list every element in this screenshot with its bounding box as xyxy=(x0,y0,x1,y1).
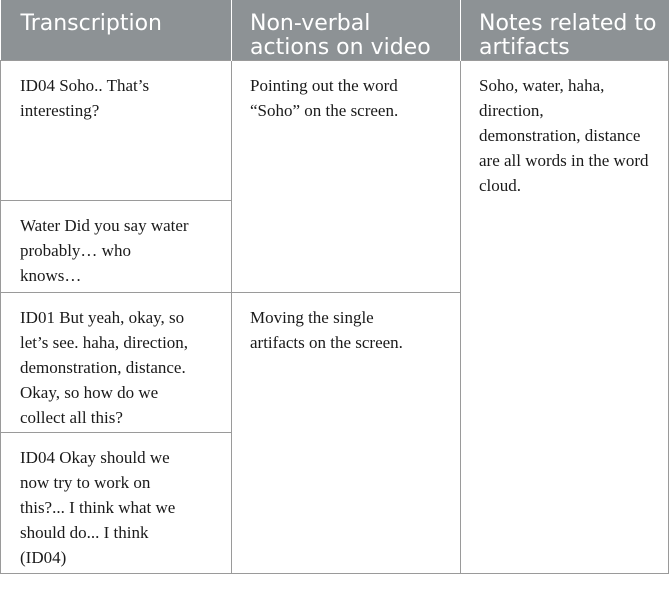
cell-line: should do... I think xyxy=(20,523,149,542)
cell-line: collect all this? xyxy=(20,408,123,427)
header-text: Non-verbal xyxy=(250,11,371,36)
header-text: Transcription xyxy=(20,11,162,36)
cell-line: let’s see. haha, direction, xyxy=(20,333,189,352)
cell-line: cloud. xyxy=(479,176,522,195)
cell-line: Moving the single xyxy=(250,308,374,327)
header-text: Notes related to xyxy=(479,11,657,36)
cell-line: demonstration, distance. xyxy=(20,358,186,377)
cell-line: ID04 Okay should we xyxy=(20,448,170,467)
cell-line: (ID04) xyxy=(20,548,67,567)
cell-line: “Soho” on the screen. xyxy=(250,101,399,120)
cell-line: Okay, so how do we xyxy=(20,383,159,402)
transcription-cell xyxy=(1,61,232,201)
cell-line: Pointing out the word xyxy=(250,76,398,95)
cell-line: are all words in the word xyxy=(479,151,649,170)
header-row xyxy=(1,0,669,61)
cell-line: now try to work on xyxy=(20,473,151,492)
header-text: artifacts xyxy=(479,35,570,60)
header-nonverbal xyxy=(232,0,461,61)
cell-line: probably… who xyxy=(20,241,131,260)
transcription-cell xyxy=(1,433,232,574)
notes-cell xyxy=(461,61,669,574)
cell-line: ID01 But yeah, okay, so xyxy=(20,308,185,327)
cell-line: direction, xyxy=(479,101,544,120)
transcription-cell xyxy=(1,293,232,433)
cell-line: this?... I think what we xyxy=(20,498,176,517)
table-row xyxy=(1,61,669,201)
cell-line: demonstration, distance xyxy=(479,126,641,145)
cell-line: interesting? xyxy=(20,101,100,120)
header-transcription xyxy=(1,0,232,61)
cell-line: knows… xyxy=(20,266,82,285)
header-notes xyxy=(461,0,669,61)
cell-line: Water Did you say water xyxy=(20,216,189,235)
cell-line: ID04 Soho.. That’s xyxy=(20,76,150,95)
nonverbal-cell xyxy=(232,61,461,293)
nonverbal-cell xyxy=(232,293,461,574)
cell-line: Soho, water, haha, xyxy=(479,76,605,95)
cell-line: artifacts on the screen. xyxy=(250,333,403,352)
transcription-cell xyxy=(1,201,232,293)
header-text: actions on video xyxy=(250,35,431,60)
